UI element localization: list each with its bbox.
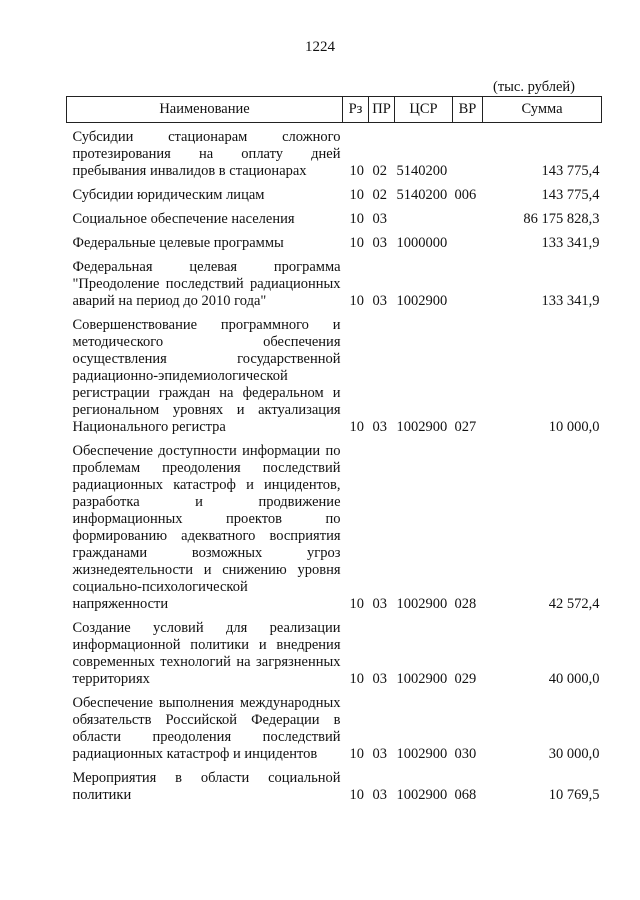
- row-name: Обеспечение выполнения международных обязательств Российской Федерации в области преодоления последствий радиационных катастроф и инцидентов: [72, 695, 341, 762]
- units-label: (тыс. рублей): [493, 79, 575, 95]
- row-pr: 03: [372, 419, 387, 435]
- header-sum: Сумма: [483, 97, 602, 123]
- row-name: Субсидии стационарам сложного протезирования на оплату дней пребывания инвалидов в стационарах: [72, 129, 341, 179]
- row-csr: 1002900: [396, 596, 448, 612]
- row-csr: 5140200: [396, 187, 448, 203]
- row-pr: 02: [372, 187, 387, 203]
- row-name: Социальное обеспечение населения: [72, 211, 295, 227]
- row-vr: 030: [454, 746, 477, 762]
- row-csr: 1002900: [396, 671, 448, 687]
- row-rz: 10: [349, 163, 364, 179]
- row-sum: 10 000,0: [548, 419, 600, 435]
- table-row: [67, 255, 602, 313]
- row-sum: 143 775,4: [541, 187, 600, 203]
- row-sum: 133 341,9: [541, 293, 600, 309]
- table-row: [67, 766, 602, 807]
- row-vr: [453, 231, 483, 255]
- header-pr: ПР: [369, 97, 395, 123]
- row-vr: [453, 255, 483, 313]
- table-row: [67, 207, 602, 231]
- table-row: [67, 616, 602, 691]
- table-row: [67, 313, 602, 439]
- row-pr: 02: [372, 163, 387, 179]
- row-pr: 03: [372, 746, 387, 762]
- row-name: Обеспечение доступности информации по проблемам преодоления последствий радиационных катастроф и инцидентов, разработка и продвижение информационных проектов по формированию адекватного восприятия гражданами возможных угроз жизнедеятельности и снижению уровня социально-психологической напряженности: [72, 443, 341, 612]
- row-rz: 10: [349, 419, 364, 435]
- row-csr: [395, 207, 453, 231]
- header-csr: ЦСР: [395, 97, 453, 123]
- row-csr: 1002900: [396, 787, 448, 803]
- row-sum: 143 775,4: [541, 163, 600, 179]
- row-rz: 10: [349, 671, 364, 687]
- row-vr: 029: [454, 671, 477, 687]
- table-row: [67, 231, 602, 255]
- row-sum: 30 000,0: [548, 746, 600, 762]
- row-vr: 028: [454, 596, 477, 612]
- row-name: Федеральные целевые программы: [72, 235, 284, 251]
- budget-table: [66, 96, 602, 807]
- row-name: Субсидии юридическим лицам: [72, 187, 265, 203]
- row-rz: 10: [349, 596, 364, 612]
- row-sum: 86 175 828,3: [523, 211, 600, 227]
- row-pr: 03: [372, 235, 387, 251]
- row-rz: 10: [349, 746, 364, 762]
- row-vr: [453, 207, 483, 231]
- row-vr: 068: [454, 787, 477, 803]
- row-name: Совершенствование программного и методического обеспечения осуществления государственной радиационно-эпидемиологической регистрации граждан на федеральном и региональном уровнях и актуализация Национального регистра: [72, 317, 341, 435]
- row-rz: 10: [349, 293, 364, 309]
- row-vr: [453, 123, 483, 184]
- header-rz: Рз: [343, 97, 369, 123]
- table-body: [67, 123, 602, 808]
- header-name: Наименование: [67, 97, 343, 123]
- row-pr: 03: [372, 293, 387, 309]
- row-rz: 10: [349, 187, 364, 203]
- row-rz: 10: [349, 235, 364, 251]
- row-csr: 1000000: [396, 235, 448, 251]
- row-csr: 1002900: [396, 746, 448, 762]
- row-sum: 133 341,9: [541, 235, 600, 251]
- row-vr: 027: [454, 419, 477, 435]
- row-rz: 10: [349, 211, 364, 227]
- row-sum: 42 572,4: [548, 596, 600, 612]
- row-name: Мероприятия в области социальной политики: [72, 770, 341, 803]
- row-name: Федеральная целевая программа "Преодоление последствий радиационных аварий на период до 2010 года": [72, 259, 341, 309]
- table-row: [67, 691, 602, 766]
- row-pr: 03: [372, 211, 387, 227]
- row-pr: 03: [372, 787, 387, 803]
- row-pr: 03: [372, 671, 387, 687]
- row-csr: 1002900: [396, 293, 448, 309]
- row-name: Создание условий для реализации информационной политики и внедрения современных технологий на загрязненных территориях: [72, 620, 341, 687]
- table-header: [67, 97, 602, 123]
- row-sum: 10 769,5: [548, 787, 600, 803]
- header-vr: ВР: [453, 97, 483, 123]
- row-sum: 40 000,0: [548, 671, 600, 687]
- table-row: [67, 123, 602, 184]
- row-pr: 03: [372, 596, 387, 612]
- table-row: [67, 183, 602, 207]
- row-vr: 006: [454, 187, 477, 203]
- table-row: [67, 439, 602, 616]
- row-csr: 1002900: [396, 419, 448, 435]
- row-csr: 5140200: [396, 163, 448, 179]
- row-rz: 10: [349, 787, 364, 803]
- page-number: 1224: [305, 39, 335, 55]
